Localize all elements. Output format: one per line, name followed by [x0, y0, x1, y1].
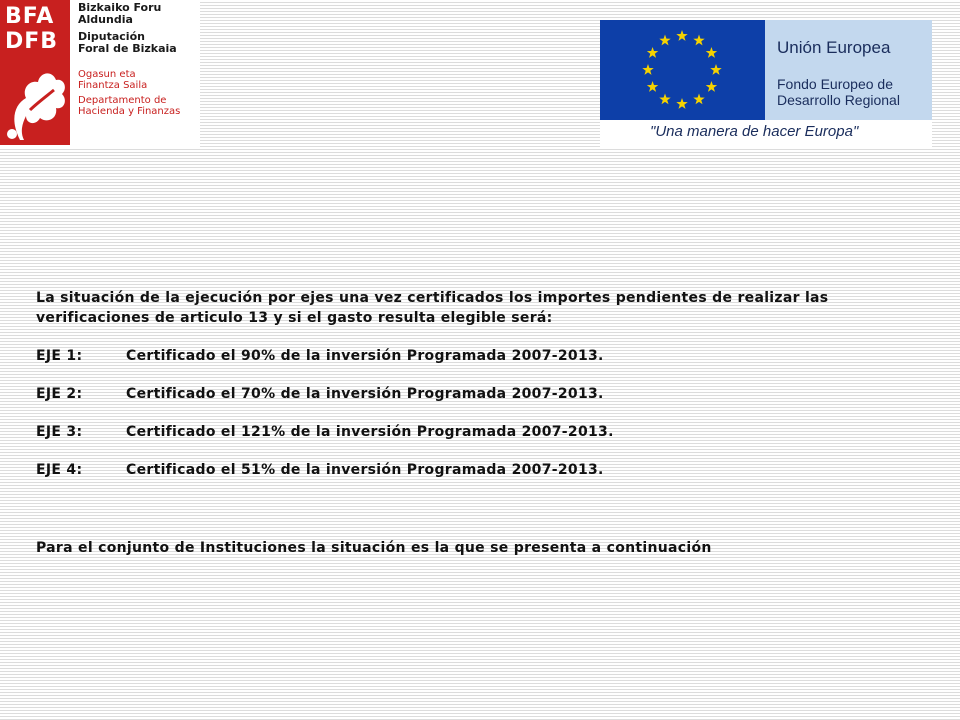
eje-text: Certificado el 51% de la inversión Programada 2007-2013. — [126, 462, 604, 478]
eu-text-panel — [765, 20, 932, 120]
eu-star-icon — [676, 30, 687, 41]
bfa-name-es-2: Foral de Bizkaia — [78, 42, 177, 55]
eu-star-icon — [642, 64, 653, 75]
document-body — [36, 288, 916, 558]
eu-flag-icon — [600, 20, 765, 120]
bfa-dept-es-2: Hacienda y Finanzas — [78, 106, 181, 117]
eje-line-1 — [36, 346, 916, 384]
dfb-mark-text: DFB — [5, 29, 59, 54]
conclusion-paragraph: Para el conjunto de Instituciones la situación es la que se presenta a continuación — [36, 540, 712, 556]
intro-paragraph: La situación de la ejecución por ejes una vez certificados los importes pendientes de realizar las verificaciones de articulo 13 y si el gasto resulta elegible será: — [36, 290, 829, 326]
eu-star-icon — [647, 81, 658, 92]
eu-star-icon — [693, 93, 704, 104]
eu-star-icon — [706, 47, 717, 58]
eje-line-2 — [36, 384, 916, 422]
eje-text: Certificado el 70% de la inversión Programada 2007-2013. — [126, 386, 604, 402]
eu-star-icon — [659, 93, 670, 104]
bfa-text-block — [78, 2, 200, 117]
eje-label: EJE 3: — [36, 424, 83, 440]
eu-logo — [600, 20, 932, 147]
eje-text: Certificado el 121% de la inversión Programada 2007-2013. — [126, 424, 614, 440]
bfa-red-mark — [0, 0, 70, 145]
eu-fund-name — [777, 76, 900, 108]
bfa-dfb-logo — [0, 0, 200, 148]
eu-star-icon — [676, 98, 687, 109]
bfa-dept-eu-2: Finantza Saila — [78, 80, 148, 91]
eje-label: EJE 4: — [36, 462, 83, 478]
eu-title: Unión Europea — [777, 38, 891, 57]
eu-fund-line-1: Fondo Europeo de — [777, 76, 893, 92]
eje-text: Certificado el 90% de la inversión Programada 2007-2013. — [126, 348, 604, 364]
bfa-dept-eu-1: Ogasun eta — [78, 69, 136, 80]
bfa-dept-es-1: Departamento de — [78, 95, 167, 106]
eu-star-icon — [693, 35, 704, 46]
eje-label: EJE 1: — [36, 348, 83, 364]
eu-star-icon — [710, 64, 721, 75]
eu-motto: "Una manera de hacer Europa" — [650, 123, 859, 140]
oak-leaf-icon — [0, 60, 70, 145]
bfa-mark-text: BFA — [5, 4, 55, 29]
eu-star-icon — [706, 81, 717, 92]
eje-line-3 — [36, 422, 916, 460]
eje-label: EJE 2: — [36, 386, 83, 402]
bfa-name-eu-1: Bizkaiko Foru — [78, 1, 162, 14]
eu-star-icon — [659, 35, 670, 46]
bfa-name-eu-2: Aldundia — [78, 13, 133, 26]
bfa-name-es-1: Diputación — [78, 30, 145, 43]
eu-star-icon — [647, 47, 658, 58]
eu-fund-line-2: Desarrollo Regional — [777, 92, 900, 108]
eje-line-4 — [36, 460, 916, 498]
